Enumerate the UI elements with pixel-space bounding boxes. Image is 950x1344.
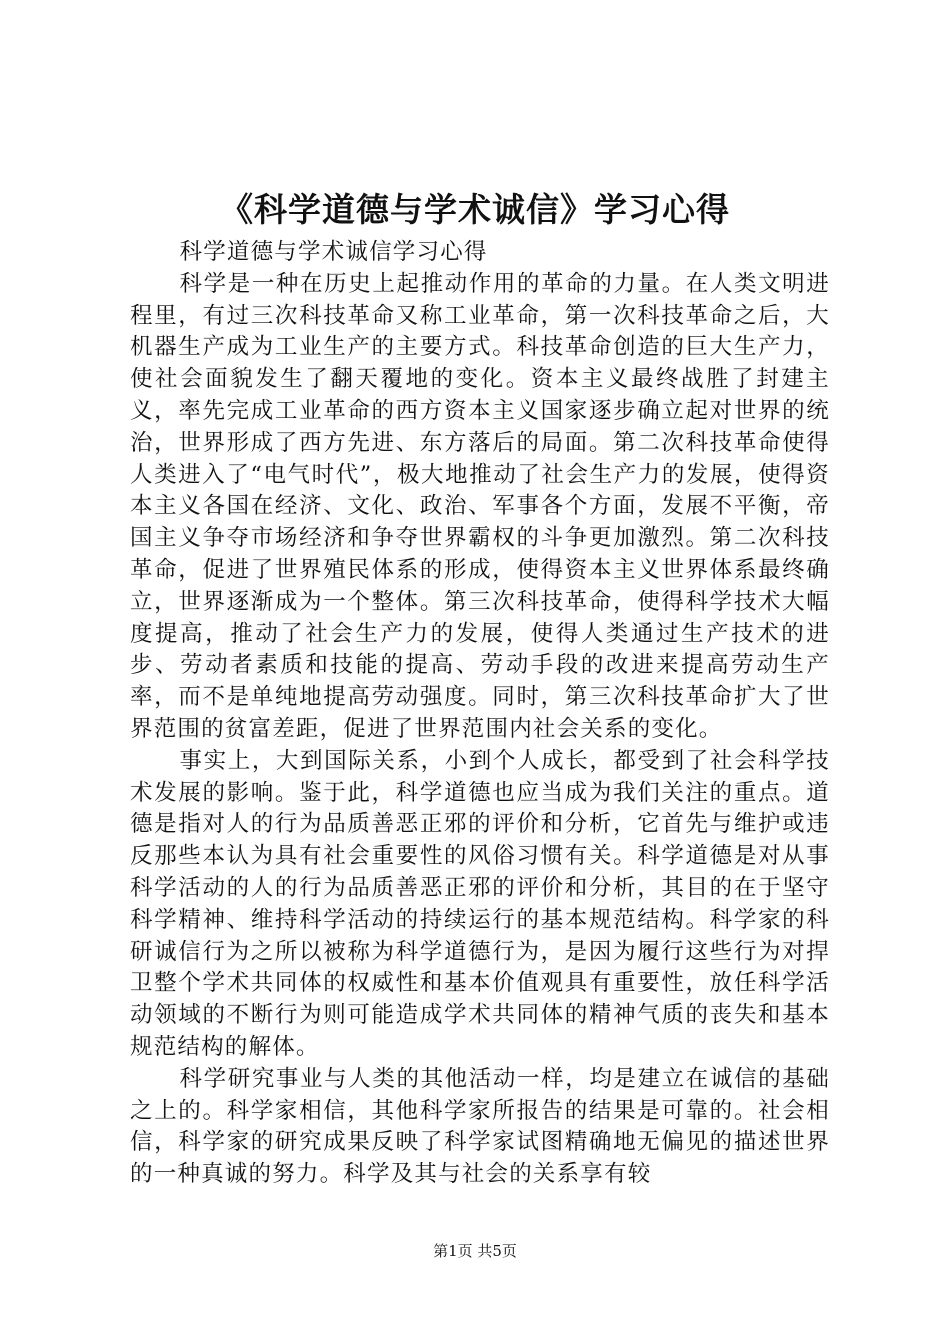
document-title: 《科学道德与学术诚信》学习心得 [220, 190, 730, 229]
paragraph: 事实上，大到国际关系，小到个人成长，都受到了社会科学技术发展的影响。鉴于此，科学道德也应当成为我们关注的重点。道德是指对人的行为品质善恶正邪的评价和分析，它首先与维护或违反那些本认为具有社会重要性的风俗习惯有关。科学道德是对从事科学活动的人的行为品质善恶正邪的评价和分析，其目的在于坚守科学精神、维持科学活动的持续运行的基本规范结构。科学家的科研诚信行为之所以被称为科学道德行为，是因为履行这些行为对捍卫整个学术共同体的权威性和基本价值观具有重要性，放任科学活动领域的不断行为则可能造成学术共同体的精神气质的丧失和基本规范结构的解体。 [130, 747, 830, 1060]
page-footer: 第1页 共5页 [433, 1242, 517, 1260]
document-body [130, 237, 830, 1191]
subtitle-line: 科学道德与学术诚信学习心得 [179, 239, 488, 265]
paragraph: 科学研究事业与人类的其他活动一样，均是建立在诚信的基础之上的。科学家相信，其他科学家所报告的结果是可靠的。社会相信，科学家的研究成果反映了科学家试图精确地无偏见的描述世界的一种真诚的努力。科学及其与社会的关系享有较 [130, 1065, 830, 1188]
paragraph: 科学是一种在历史上起推动作用的革命的力量。在人类文明进程里，有过三次科技革命又称工业革命，第一次科技革命之后，大机器生产成为工业生产的主要方式。科技革命创造的巨大生产力，使社会面貌发生了翻天覆地的变化。资本主义最终战胜了封建主义，率先完成工业革命的西方资本主义国家逐步确立起对世界的统治，世界形成了西方先进、东方落后的局面。第二次科技革命使得人类进入了“电气时代”，极大地推动了社会生产力的发展，使得资本主义各国在经济、文化、政治、军事各个方面，发展不平衡，帝国主义争夺市场经济和争夺世界霸权的斗争更加激烈。第二次科技革命，促进了世界殖民体系的形成，使得资本主义世界体系最终确立，世界逐渐成为一个整体。第三次科技革命，使得科学技术大幅度提高，推动了社会生产力的发展，使得人类通过生产技术的进步、劳动者素质和技能的提高、劳动手段的改进来提高劳动生产率，而不是单纯地提高劳动强度。同时，第三次科技革命扩大了世界范围的贫富差距，促进了世界范围内社会关系的变化。 [130, 270, 830, 742]
